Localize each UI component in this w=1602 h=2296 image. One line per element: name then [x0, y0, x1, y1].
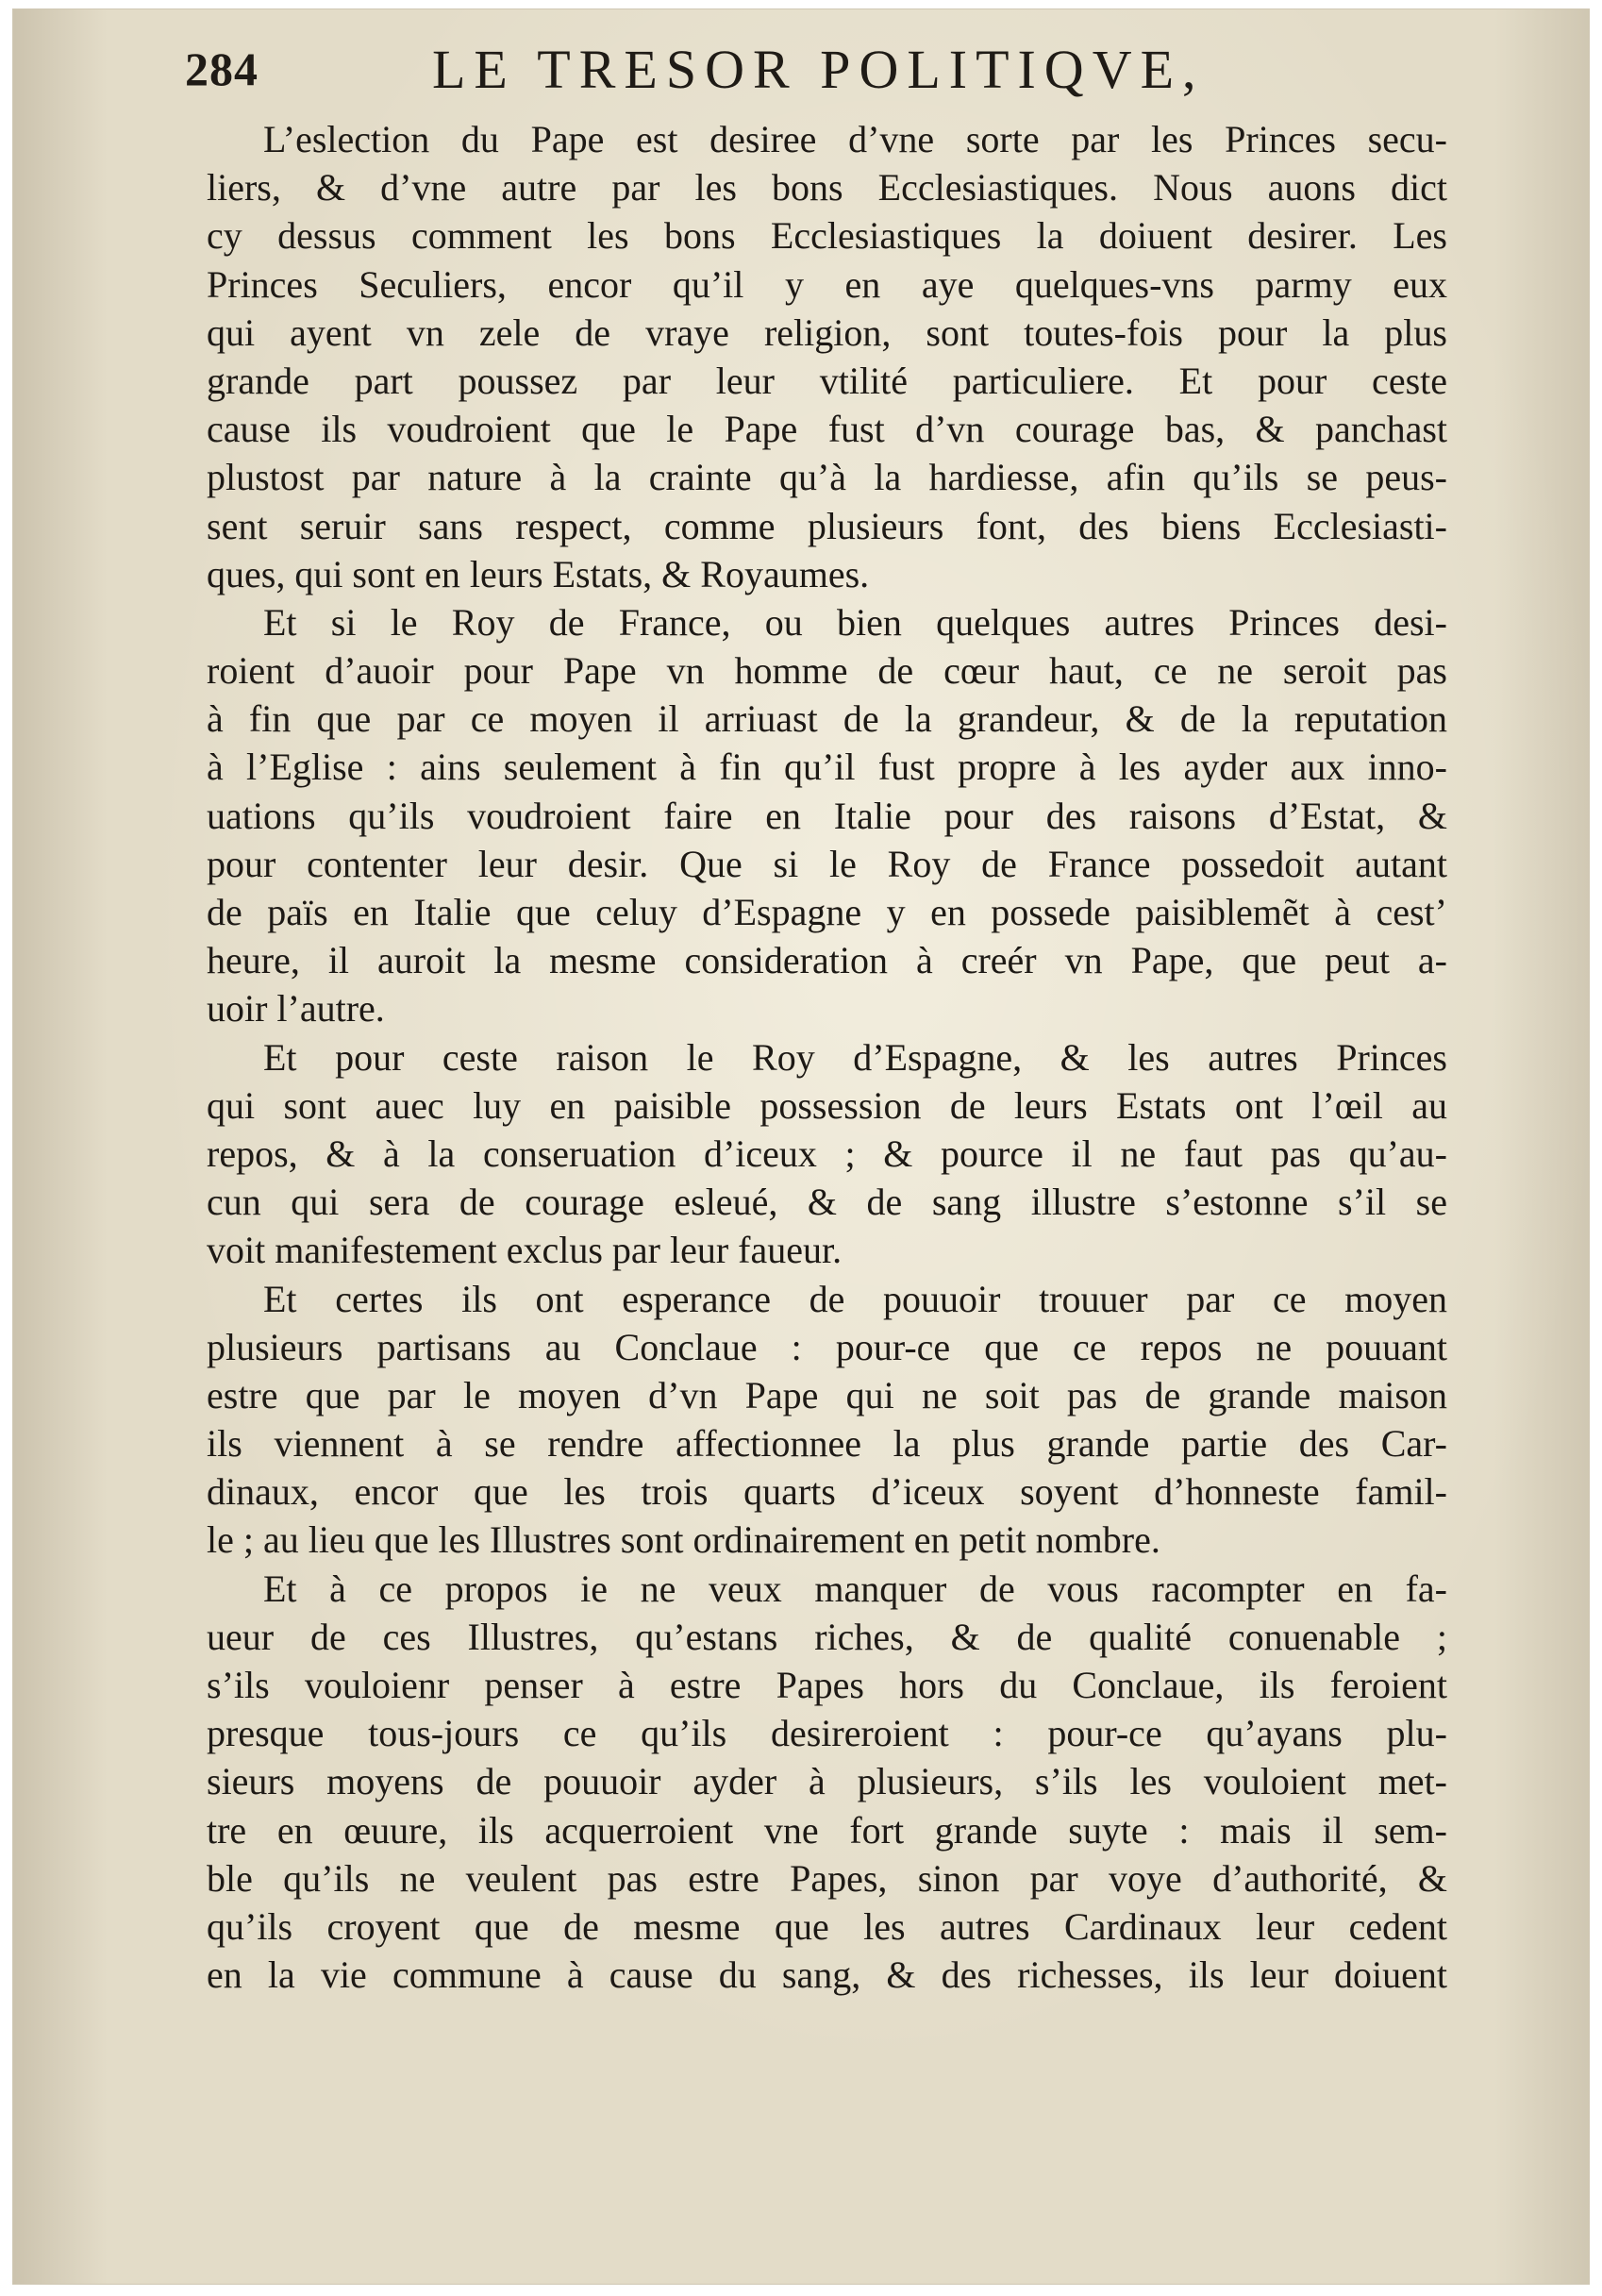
page-header	[185, 38, 1449, 104]
text-line: ils viennent à se rendre affectionnee la plus grande partie des Car-	[207, 1422, 1447, 1466]
text-line: Et certes ils ont esperance de pouuoir trouuer par ce moyen	[263, 1277, 1447, 1320]
text-line: sent seruir sans respect, comme plusieurs font, des biens Ecclesiasti-	[207, 504, 1447, 547]
text-line: uations qu’ils voudroient faire en Italie pour des raisons d’Estat, &	[207, 794, 1447, 837]
text-line: qu’ils croyent que de mesme que les autres Cardinaux leur cedent	[207, 1904, 1447, 1948]
text-line: sieurs moyens de pouuoir ayder à plusieurs, s’ils les vouloient met-	[207, 1760, 1447, 1803]
body-text	[207, 115, 1447, 1999]
text-line: cy dessus comment les bons Ecclesiastiques la doiuent desirer. Les	[207, 214, 1447, 258]
text-line: plustost par nature à la crainte qu’à la hardiesse, afin qu’ils se peus-	[207, 456, 1447, 499]
running-head: LE TRESOR POLITIQVE,	[432, 39, 1205, 100]
text-line: ble qu’ils ne veulent pas estre Papes, sinon par voye d’authorité, &	[207, 1856, 1447, 1900]
text-line: repos, & à la conseruation d’iceux ; & pource il ne faut pas qu’au-	[207, 1131, 1447, 1175]
text-line: dinaux, encor que les trois quarts d’iceux soyent d’honneste famil-	[207, 1470, 1447, 1514]
text-line: qui sont auec luy en paisible possession de leurs Estats ont l’œil au	[207, 1083, 1447, 1127]
text-line: liers, & d’vne autre par les bons Ecclesiastiques. Nous auons dict	[207, 166, 1447, 209]
text-line: heure, il auroit la mesme consideration à creér vn Pape, que peut a-	[207, 939, 1447, 982]
text-line: Et si le Roy de France, ou bien quelques autres Princes desi-	[263, 600, 1447, 644]
page-number: 284	[185, 42, 259, 95]
text-line: estre que par le moyen d’vn Pape qui ne soit pas de grande maison	[207, 1373, 1447, 1416]
text-line: cause ils voudroient que le Pape fust d’vn courage bas, & panchast	[207, 408, 1447, 451]
text-line: Et à ce propos ie ne veux manquer de vous racompter en fa-	[263, 1567, 1447, 1610]
text-line: pour contenter leur desir. Que si le Roy de France possedoit autant	[207, 842, 1447, 885]
text-line: presque tous-jours ce qu’ils desireroient : pour-ce qu’ayans plu-	[207, 1712, 1447, 1755]
text-line: cun qui sera de courage esleué, & de sang illustre s’estonne s’il se	[207, 1181, 1447, 1224]
text-line: uoir l’autre.	[207, 987, 385, 1031]
text-line: Et pour ceste raison le Roy d’Espagne, & les autres Princes	[263, 1035, 1447, 1079]
text-line: tre en œuure, ils acquerroient vne fort grande suyte : mais il sem-	[207, 1808, 1447, 1852]
text-line: à l’Eglise : ains seulement à fin qu’il fust propre à les ayder aux inno-	[207, 746, 1447, 789]
text-line: voit manifestement exclus par leur faueur.	[207, 1229, 843, 1272]
text-line: plusieurs partisans au Conclaue : pour-ce que ce repos ne pouuant	[207, 1325, 1447, 1368]
text-line: à fin que par ce moyen il arriuast de la grandeur, & de la reputation	[207, 697, 1447, 741]
text-line: grande part poussez par leur vtilité particuliere. Et pour ceste	[207, 359, 1447, 402]
text-line: qui ayent vn zele de vraye religion, sont toutes-fois pour la plus	[207, 310, 1447, 354]
text-line: le ; au lieu que les Illustres sont ordinairement en petit nombre.	[207, 1518, 1160, 1562]
text-line: ueur de ces Illustres, qu’estans riches, & de qualité conuenable ;	[207, 1615, 1447, 1658]
text-line: s’ils vouloienr penser à estre Papes hors du Conclaue, ils feroient	[207, 1664, 1447, 1706]
book-page	[13, 9, 1589, 2284]
text-line: Princes Seculiers, encor qu’il y en aye quelques-vns parmy eux	[207, 262, 1447, 306]
text-line: L’eslection du Pape est desiree d’vne sorte par les Princes secu-	[263, 118, 1447, 160]
text-line: ques, qui sont en leurs Estats, & Royaumes.	[207, 552, 870, 595]
text-line: roient d’auoir pour Pape vn homme de cœur haut, ce ne seroit pas	[207, 649, 1447, 693]
text-line: de païs en Italie que celuy d’Espagne y en possede paisiblemẽt à cest’	[207, 891, 1447, 933]
text-line: en la vie commune à cause du sang, & des richesses, ils leur doiuent	[207, 1953, 1447, 1997]
